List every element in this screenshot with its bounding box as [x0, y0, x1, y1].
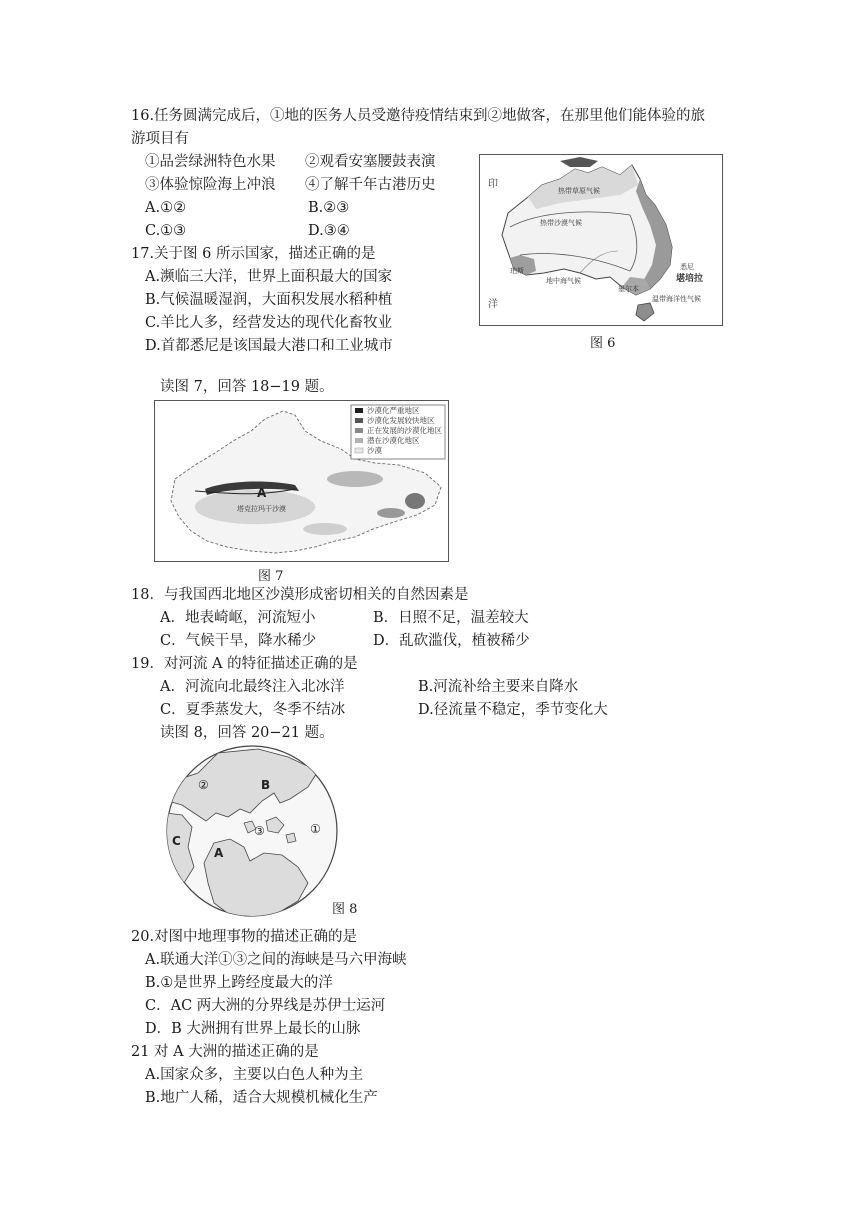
q16-option-b: B.②③ [308, 200, 350, 216]
legend-swatch-severe [355, 408, 363, 413]
label-canberra: 堪培拉 [676, 274, 704, 284]
q20-stem: 20.对图中地理事物的描述正确的是 [131, 929, 358, 945]
desertification-patch [405, 493, 425, 509]
figure-7-map [154, 400, 449, 562]
label-sydney: 悉尼 [680, 263, 694, 271]
q17-option-d: D.首都悉尼是该国最大港口和工业城市 [145, 338, 393, 354]
q21-option-a: A.国家众多，主要以白色人种为主 [145, 1067, 364, 1083]
q16-option-c: C.①③ [145, 223, 187, 239]
q19-stem: 19．对河流 A 的特征描述正确的是 [131, 656, 358, 672]
q17-option-a: A.濒临三大洋，世界上面积最大的国家 [145, 269, 393, 285]
marker-c: C [172, 834, 181, 848]
figure-8-caption: 图 8 [332, 902, 358, 917]
marker-b: B [261, 778, 271, 792]
label-melbourne: 墨尔本 [618, 285, 639, 293]
legend-swatch-fast [355, 418, 363, 423]
desertification-patch [377, 508, 405, 518]
tasmania-island [636, 303, 654, 321]
figure-8-globe [158, 743, 358, 923]
desert-label: 塔克拉玛干沙漠 [237, 505, 286, 513]
q19-option-b: B.河流补给主要来自降水 [418, 679, 579, 695]
q17-option-b: B.气候温暖湿润，大面积发展水稻种植 [145, 292, 393, 308]
ocean-label-top: 印 [488, 179, 498, 190]
q19-option-c: C．夏季蒸发大，冬季不结冰 [160, 702, 346, 718]
q20-option-d: D．B 大洲拥有世界上最长的山脉 [145, 1021, 361, 1037]
q17-option-c: C.羊比人多，经营发达的现代化畜牧业 [145, 315, 393, 331]
q19-option-d: D.径流量不稳定，季节变化大 [418, 702, 608, 718]
legend-swatch-potential [355, 438, 363, 443]
legend-potential: 潜在沙漠化地区 [367, 436, 420, 445]
island [286, 833, 296, 843]
q16-stem-line1: 16.任务圆满完成后，①地的医务人员受邀待疫情结束到②地做客，在那里他们能体验的旅 [131, 108, 706, 124]
q19-option-a: A．河流向北最终注入北冰洋 [160, 679, 345, 695]
legend-developing: 正在发展的沙漠化地区 [367, 426, 442, 435]
q21-option-b: B.地广人稀，适合大规模机械化生产 [145, 1090, 378, 1106]
q16-item-4: ④了解千年古港历史 [305, 177, 436, 193]
figure-7-caption: 图 7 [258, 569, 284, 584]
new-guinea-fragment [560, 157, 598, 167]
label-mediterranean: 地中海气候 [546, 277, 581, 285]
figure-6-caption: 图 6 [590, 336, 616, 351]
q21-stem: 21 对 A 大洲的描述正确的是 [131, 1044, 319, 1060]
legend-fast: 沙漠化发展较快地区 [367, 416, 435, 425]
q18-option-b: B．日照不足，温差较大 [373, 610, 529, 626]
q16-option-a: A.①② [145, 200, 187, 216]
q20-option-c: C．AC 两大洲的分界线是苏伊士运河 [145, 998, 386, 1014]
q18-stem: 18．与我国西北地区沙漠形成密切相关的自然因素是 [131, 587, 469, 603]
q20-option-b: B.①是世界上跨经度最大的洋 [145, 975, 333, 991]
desertification-patch [327, 471, 383, 487]
northwest-china-map-graphic [155, 401, 448, 561]
ocean-label-bottom: 洋 [488, 299, 498, 310]
legend-swatch-developing [355, 428, 363, 433]
label-temperate-maritime: 温带海洋性气候 [652, 295, 701, 303]
marker-1: ① [310, 822, 321, 836]
q16-option-d: D.③④ [308, 223, 350, 239]
q17-stem: 17.关于图 6 所示国家，描述正确的是 [131, 246, 376, 262]
intro-18-19: 读图 7，回答 18−19 题。 [160, 379, 334, 395]
legend-swatch-desert [355, 448, 363, 453]
q16-item-1: ①品尝绿洲特色水果 [145, 154, 276, 170]
river-a-marker: A [257, 486, 267, 500]
marker-3: ③ [254, 824, 265, 838]
q20-option-a: A.联通大洋①③之间的海峡是马六甲海峡 [145, 952, 407, 968]
q18-option-a: A．地表崎岖，河流短小 [160, 610, 316, 626]
q16-item-3: ③体验惊险海上冲浪 [145, 177, 276, 193]
marker-a: A [214, 846, 224, 860]
label-tropical-grassland: 热带草原气候 [558, 187, 600, 195]
desertification-patch [303, 523, 347, 535]
marker-2: ② [198, 778, 209, 792]
intro-20-21: 读图 8，回答 20−21 题。 [160, 725, 334, 741]
legend-severe: 沙漠化严重地区 [367, 406, 420, 415]
australia-map-graphic [480, 155, 722, 325]
label-perth: 珀斯 [510, 267, 524, 275]
q18-option-d: D．乱砍滥伐，植被稀少 [373, 633, 530, 649]
label-tropical-desert: 热带沙漠气候 [540, 219, 582, 227]
figure-6-map [479, 154, 723, 326]
q16-item-2: ②观看安塞腰鼓表演 [305, 154, 436, 170]
q18-option-c: C．气候干旱，降水稀少 [160, 633, 317, 649]
q16-stem-line2: 游项目有 [131, 131, 189, 147]
legend-desert: 沙漠 [367, 446, 382, 455]
